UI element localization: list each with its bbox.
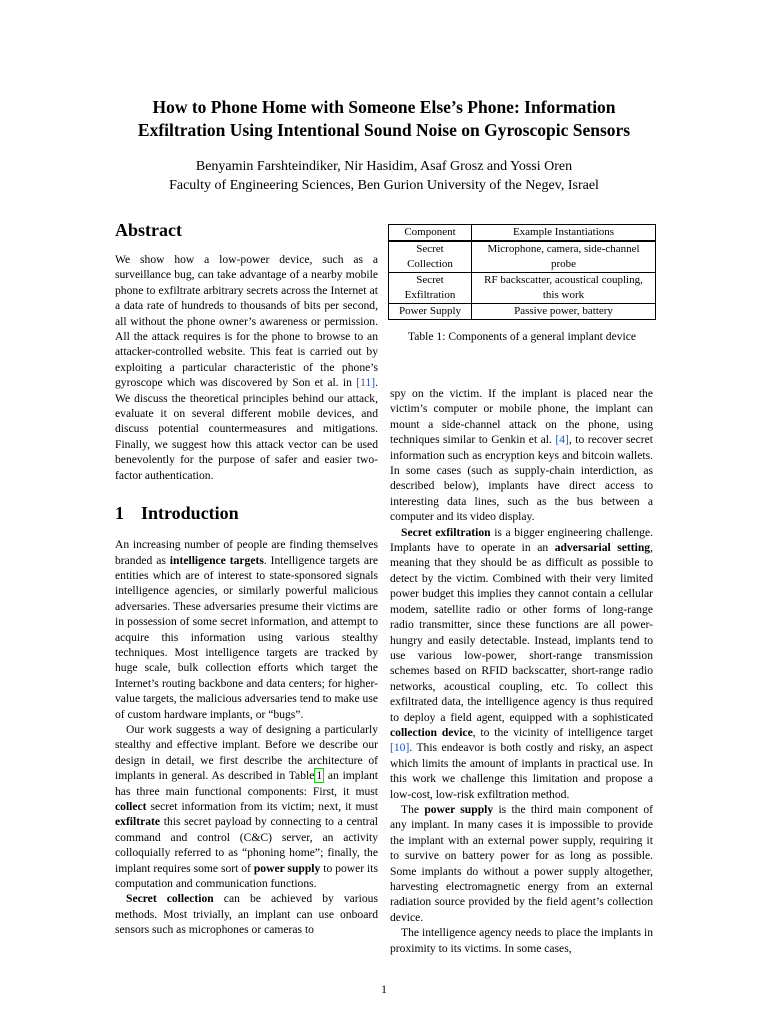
title-line-2: Exfiltration Using Intentional Sound Noise on Gyroscopic Sensors [137,120,631,140]
author-affiliation: Faculty of Engineering Sciences, Ben Gurion University of the Negev, Israel [169,178,599,193]
intro-p1-bold: intelligence targets [169,553,264,567]
intro-p2-e: to power its computation and communication functions. [115,861,378,891]
author-block [60,157,708,195]
components-table [388,224,656,320]
citation-link-10[interactable]: [10] [390,741,410,755]
intro-p2-b: an implant has three main functional components: First, it must [115,769,378,798]
intro-paragraph-2 [115,722,378,891]
right-paragraph-2 [390,525,653,802]
intro-heading-text: Introduction [141,503,239,524]
abstract-heading: Abstract [115,220,182,240]
right-p1-a: spy on the victim. If the implant is placed near the victim’s computer or mobile phone, the implant can mount a side-channel attack on the phone, using techniques similar to Genkin et al. [390,387,653,447]
right-p2-b: , meaning that they should be as difficult as possible to detect by the victim. Combined with their very limited power budget this implies they cannot contain a cellular modem, satellite radio or other forms of long-range radio transmitter, since these functions are all power-hungry and easily detectable. Instead, implants tend to use various low-power, short-range transmission schemes based on RFID backscatter, short-range radio networks, acoustical coupling, etc. To collect this exfiltrated data, the intelligence agency is thus required to deploy a field agent, equipped with a sophisticated [390,541,653,724]
right-paragraph-1 [390,386,653,525]
right-p2-adversarial: adversarial setting [554,541,651,555]
intro-p2-exfil: exfiltrate [115,815,161,829]
table-cell: Secret Collection [389,241,472,273]
table-cell: Secret Exfiltration [389,273,472,304]
intro-p1-a: An increasing number of people are finding themselves branded as [115,538,378,567]
right-p1-b: , to recover secret information such as encryption keys and bitcoin wallets. In some cases (such as supply-chain interdiction, as described below), implants have direct access to interesting data lines, such as the bus between a computer and its video display. [390,433,653,524]
table-header-row [389,225,656,242]
right-p2-d: . This endeavor is both costly and risky, an aspect which limits the amount of implants in practical use. In this work we challenge this limitation and propose a low-cost, low-risk exfiltration method. [390,741,653,801]
table-cell: Passive power, battery [472,304,656,320]
right-p2-a: is a bigger engineering challenge. Implants have to operate in an [390,525,653,555]
right-p2-device: collection device [390,725,473,739]
intro-heading [115,501,378,525]
right-column-body [390,386,653,956]
right-p3-bold: power supply [424,802,494,816]
left-column [115,218,378,938]
right-paragraph-4: The intelligence agency needs to place the implants in proximity to its victims. In some cases, [390,926,653,955]
abstract-text-a: We show how a low-power device, such as a surveillance bug, can take advantage of a nearby mobile phone to exfiltrate arbitrary secrets across the Internet at a data rate of hundreds to thousands of bits per second, all without the phone owner’s awareness or permission. All the attack requires is for the phone to browse to an attacker-controlled website. This feat is carried out by exploiting a particular characteristic of the phone’s gyroscope which was discovered by Son et al. in [115,253,378,390]
paper-title [60,96,708,142]
right-paragraph-3 [390,802,653,925]
intro-p2-c: secret information from its victim; next, it must [146,800,378,813]
table-header-component: Component [389,225,472,242]
abstract-text-b: . We discuss the theoretical principles behind our attack, evaluate it on several different mobile devices, and discuss potential countermeasures and mitigations. Finally, we suggest how this attack vector can be used benevolently for the purpose of safer and easier two-factor authentication. [115,376,378,482]
intro-p3-text: can be achieved by various methods. Most trivially, an implant can use onboard sensors such as microphones or cameras to [115,892,378,937]
title-line-1: How to Phone Home with Someone Else’s Phone: Information [152,97,616,117]
table-row [389,241,656,273]
table-header-examples: Example Instantiations [472,225,656,242]
abstract-text [115,252,378,483]
table-cell: RF backscatter, acoustical coupling, this work [472,273,656,304]
table-row [389,304,656,320]
table-ref-link[interactable]: 1 [316,769,323,783]
citation-link-4[interactable]: [4] [555,433,569,447]
intro-paragraph-1 [115,537,378,722]
intro-section-number: 1 [115,503,124,524]
right-p3-a: The [401,802,425,816]
page-number: 1 [381,983,387,996]
intro-paragraph-3 [115,891,378,937]
table-cell: Power Supply [389,304,472,320]
intro-p1-c: . Intelligence targets are entities which are of interest to state-sponsored signals intelligence agencies, or similarly powerful malicious adversaries. These adversaries presume their victims are in possession of some secret information, and attempt to acquire this information using various stealthy techniques. Most intelligence targets are tracked by huge scale, bulk collection efforts which target the Internet’s routing backbone and data centers; for higher-value targets, the malicious adversaries tend to make use of custom hardware implants, or “bugs”. [115,553,378,721]
right-column-top [390,218,654,344]
table-cell: Microphone, camera, side-channel probe [472,241,656,273]
intro-p2-d: this secret payload by connecting to a central command and control (C&C) server, an activity colloquially referred to as “phoning home”; finally, the implant requires some sort of [115,815,378,875]
intro-p3-bold: Secret collection [126,892,214,906]
citation-link-11[interactable]: [11] [356,376,376,390]
table-row [389,273,656,304]
right-p2-bold: Secret exfiltration [401,525,491,539]
right-p3-b: is the third main component of any implant. In many cases it is impossible to provide the implant with an external power supply, requiring it to survive on battery power for as long as possible. Some implants do without a power supply altogether, harvesting electromagnetic energy from an external radiation source provided by the field agent’s collection device. [390,802,653,924]
intro-p2-a: Our work suggests a way of designing a particularly stealthy and effective implant. Before we describe our design in detail, we first describe the architecture of implants in general. As described in Table [115,722,378,783]
table-caption: Table 1: Components of a general implant device [407,330,637,343]
intro-p2-power: power supply [253,861,321,875]
intro-p2-collect: collect [115,800,147,813]
right-p2-c: , to the vicinity of intelligence target [472,725,653,739]
author-names: Benyamin Farshteindiker, Nir Hasidim, Asaf Grosz and Yossi Oren [195,159,573,174]
